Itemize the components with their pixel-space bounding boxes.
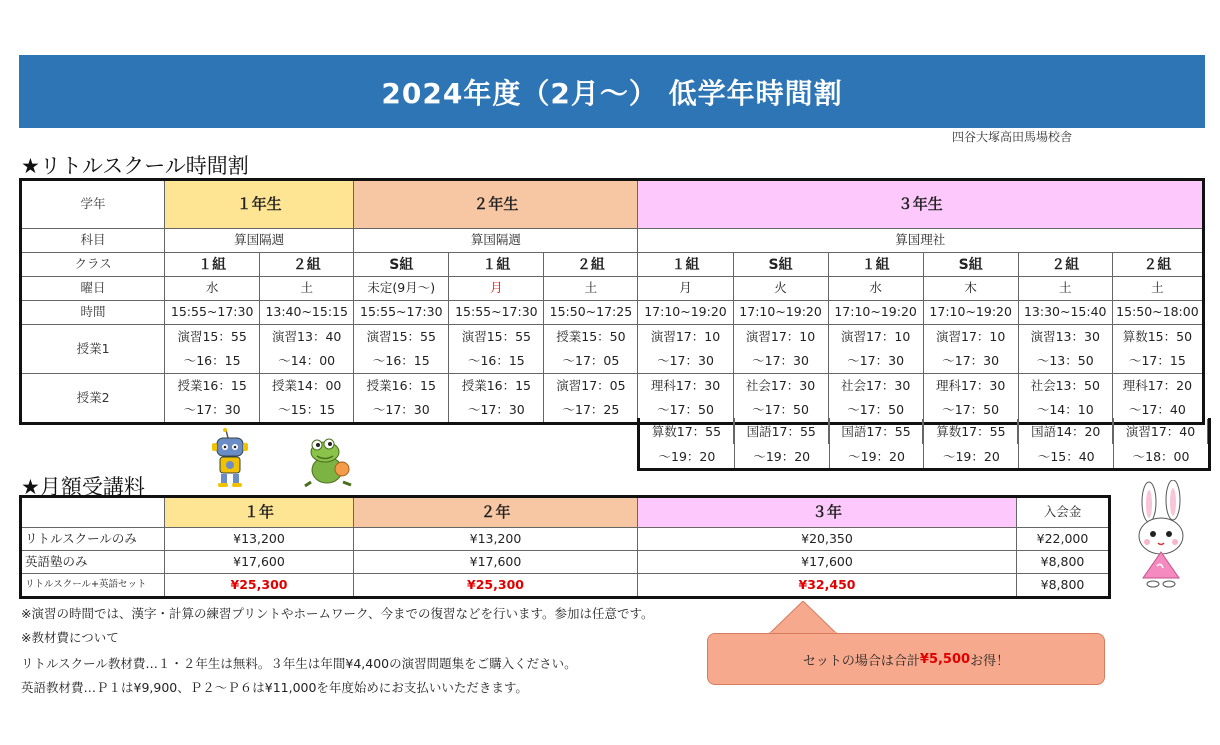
subject-cell: 算国隔週: [165, 229, 354, 253]
time-cell: 17:10~19:20: [923, 301, 1018, 325]
fee-cell: ¥20,350: [638, 528, 1017, 551]
lesson-cell: 演習17：05 ～17：25: [544, 374, 638, 424]
day-cell: 土: [1112, 277, 1203, 301]
fee-cell: ¥8,800: [1017, 574, 1110, 598]
frog-mascot-icon: [303, 436, 355, 488]
grade-2-header: ２年生: [354, 180, 638, 229]
class-cell: １組: [828, 253, 923, 277]
time-cell: 13:40~15:15: [260, 301, 354, 325]
note-line: 英語教材費…Ｐ１は¥9,900、Ｐ２～Ｐ６は¥11,000を年度始めにお支払いいただきます。: [21, 680, 528, 695]
robot-mascot-icon: [208, 428, 252, 488]
schedule-table: [19, 178, 1205, 425]
lesson-cell: 社会17：30 ～17：50: [828, 374, 923, 424]
lesson-cell: 授業15：50 ～17：05: [544, 325, 638, 374]
lesson-cell: 授業14：00 ～15：15: [260, 374, 354, 424]
day-cell: 土: [260, 277, 354, 301]
grade-row: [21, 180, 1204, 229]
rabbit-mascot-icon: [1125, 480, 1197, 590]
note-line: ※演習の時間では、漢字・計算の練習プリントやホームワーク、今までの復習などを行います。参加は任意です。: [21, 606, 654, 621]
fee-row: [21, 551, 1110, 574]
day-label: 曜日: [21, 277, 165, 301]
note-line: リトルスクール教材費…１・２年生は無料。３年生は年間¥4,400の演習問題集をご購入ください。: [21, 656, 577, 671]
day-cell: 未定(9月～): [354, 277, 449, 301]
callout-amount: ¥5,500: [919, 651, 971, 667]
lesson-cell: 演習13：30 ～13：50: [1018, 325, 1112, 374]
day-cell: 土: [544, 277, 638, 301]
class-row: [21, 253, 1204, 277]
lesson-cell: 演習17：10 ～17：30: [828, 325, 923, 374]
note-line: ※教材費について: [21, 630, 119, 645]
lesson-cell: 演習15：55 ～16：15: [449, 325, 544, 374]
lesson-cell: 演習17：10 ～17：30: [733, 325, 828, 374]
lesson-cell: 演習13：40 ～14：00: [260, 325, 354, 374]
lesson-2-label: 授業2: [21, 374, 165, 424]
fee-cell: ¥8,800: [1017, 551, 1110, 574]
time-cell: 13:30~15:40: [1018, 301, 1112, 325]
time-cell: 15:55~17:30: [449, 301, 544, 325]
lesson-cell: 演習17：10 ～17：30: [638, 325, 733, 374]
lesson-cell: 国語17：55 ～19：20: [830, 418, 925, 468]
callout-pointer: [768, 601, 838, 635]
grade-label: 学年: [21, 180, 165, 229]
fee-row-label: 英語塾のみ: [21, 551, 165, 574]
lesson-cell: 理科17：30 ～17：50: [638, 374, 733, 424]
grade-3-header: ３年生: [638, 180, 1204, 229]
grade-1-header: １年生: [165, 180, 354, 229]
subject-cell: 算国隔週: [354, 229, 638, 253]
fee-row: [21, 574, 1110, 598]
fee-cell: ¥17,600: [638, 551, 1017, 574]
lesson-cell: 算数17：55 ～19：20: [640, 418, 735, 468]
fee-cell: ¥13,200: [165, 528, 354, 551]
day-cell: 水: [828, 277, 923, 301]
class-cell: ２組: [1018, 253, 1112, 277]
fee-header-admission: 入会金: [1017, 497, 1110, 528]
lesson-cell: 演習17：40 ～18：00: [1114, 418, 1208, 468]
class-cell: １組: [165, 253, 260, 277]
lesson-cell: 授業16：15 ～17：30: [354, 374, 449, 424]
fee-row: [21, 528, 1110, 551]
fee-cell: ¥22,000: [1017, 528, 1110, 551]
lesson-1-label: 授業1: [21, 325, 165, 374]
lesson-cell: 授業16：15 ～17：30: [165, 374, 260, 424]
fee-header-row: [21, 497, 1110, 528]
lesson-cell: 演習17：10 ～17：30: [923, 325, 1018, 374]
lesson-2-row: [21, 374, 1204, 424]
class-cell: ２組: [260, 253, 354, 277]
lesson-cell: 社会17：30 ～17：50: [733, 374, 828, 424]
lesson-cell: 授業16：15 ～17：30: [449, 374, 544, 424]
fee-header-grade-3: ３年: [638, 497, 1017, 528]
time-cell: 17:10~19:20: [828, 301, 923, 325]
day-row: [21, 277, 1204, 301]
page-title: 2024年度（2月～） 低学年時間割: [381, 76, 843, 110]
campus-name: 四谷大塚高田馬場校舎: [952, 130, 1073, 144]
lesson-cell: 理科17：30 ～17：50: [923, 374, 1018, 424]
fee-header-grade-2: ２年: [354, 497, 638, 528]
subject-row: [21, 229, 1204, 253]
schedule-heading: ★リトルスクール時間割: [21, 154, 249, 178]
fee-row-label: リトルスクール+英語セット: [21, 574, 165, 598]
time-cell: 15:55~17:30: [165, 301, 260, 325]
lesson-cell: 国語14：20 ～15：40: [1019, 418, 1114, 468]
lesson-cell: 社会13：50 ～14：10: [1018, 374, 1112, 424]
class-cell: １組: [449, 253, 544, 277]
lesson-cell: 算数15：50 ～17：15: [1112, 325, 1203, 374]
class-cell: S組: [733, 253, 828, 277]
day-cell: 水: [165, 277, 260, 301]
lesson-cell: 演習15：55 ～16：15: [165, 325, 260, 374]
class-cell: ２組: [1112, 253, 1203, 277]
lesson-cell: 演習15：55 ～16：15: [354, 325, 449, 374]
lesson-cell: 算数17：55 ～19：20: [924, 418, 1019, 468]
day-cell: 木: [923, 277, 1018, 301]
fee-cell: ¥13,200: [354, 528, 638, 551]
time-cell: 15:55~17:30: [354, 301, 449, 325]
time-row: [21, 301, 1204, 325]
class-cell: １組: [638, 253, 733, 277]
day-cell: 月: [638, 277, 733, 301]
fee-cell: ¥17,600: [165, 551, 354, 574]
day-cell: 火: [733, 277, 828, 301]
class-label: クラス: [21, 253, 165, 277]
fee-table: [19, 495, 1111, 599]
day-cell: 月: [449, 277, 544, 301]
title-banner: [19, 55, 1205, 128]
subject-cell: 算国理社: [638, 229, 1204, 253]
fee-cell: ¥25,300: [354, 574, 638, 598]
time-cell: 17:10~19:20: [733, 301, 828, 325]
fee-heading: ★月額受講料: [21, 475, 145, 499]
day-cell: 土: [1018, 277, 1112, 301]
fee-cell: ¥25,300: [165, 574, 354, 598]
fee-cell: ¥17,600: [354, 551, 638, 574]
time-label: 時間: [21, 301, 165, 325]
fee-row-label: リトルスクールのみ: [21, 528, 165, 551]
lesson-3-block: [637, 418, 1211, 471]
fee-header-grade-1: １年: [165, 497, 354, 528]
savings-callout: [707, 633, 1105, 685]
lesson-cell: 理科17：20 ～17：40: [1112, 374, 1203, 424]
callout-prefix: セットの場合は合計: [802, 653, 920, 669]
time-cell: 17:10~19:20: [638, 301, 733, 325]
callout-suffix: お得！: [970, 653, 1010, 669]
class-cell: S組: [354, 253, 449, 277]
subject-label: 科目: [21, 229, 165, 253]
time-cell: 15:50~17:25: [544, 301, 638, 325]
fee-corner-cell: [21, 497, 165, 528]
fee-cell: ¥32,450: [638, 574, 1017, 598]
lesson-cell: 国語17：55 ～19：20: [735, 418, 830, 468]
lesson-1-row: [21, 325, 1204, 374]
class-cell: ２組: [544, 253, 638, 277]
time-cell: 15:50~18:00: [1112, 301, 1203, 325]
class-cell: S組: [923, 253, 1018, 277]
